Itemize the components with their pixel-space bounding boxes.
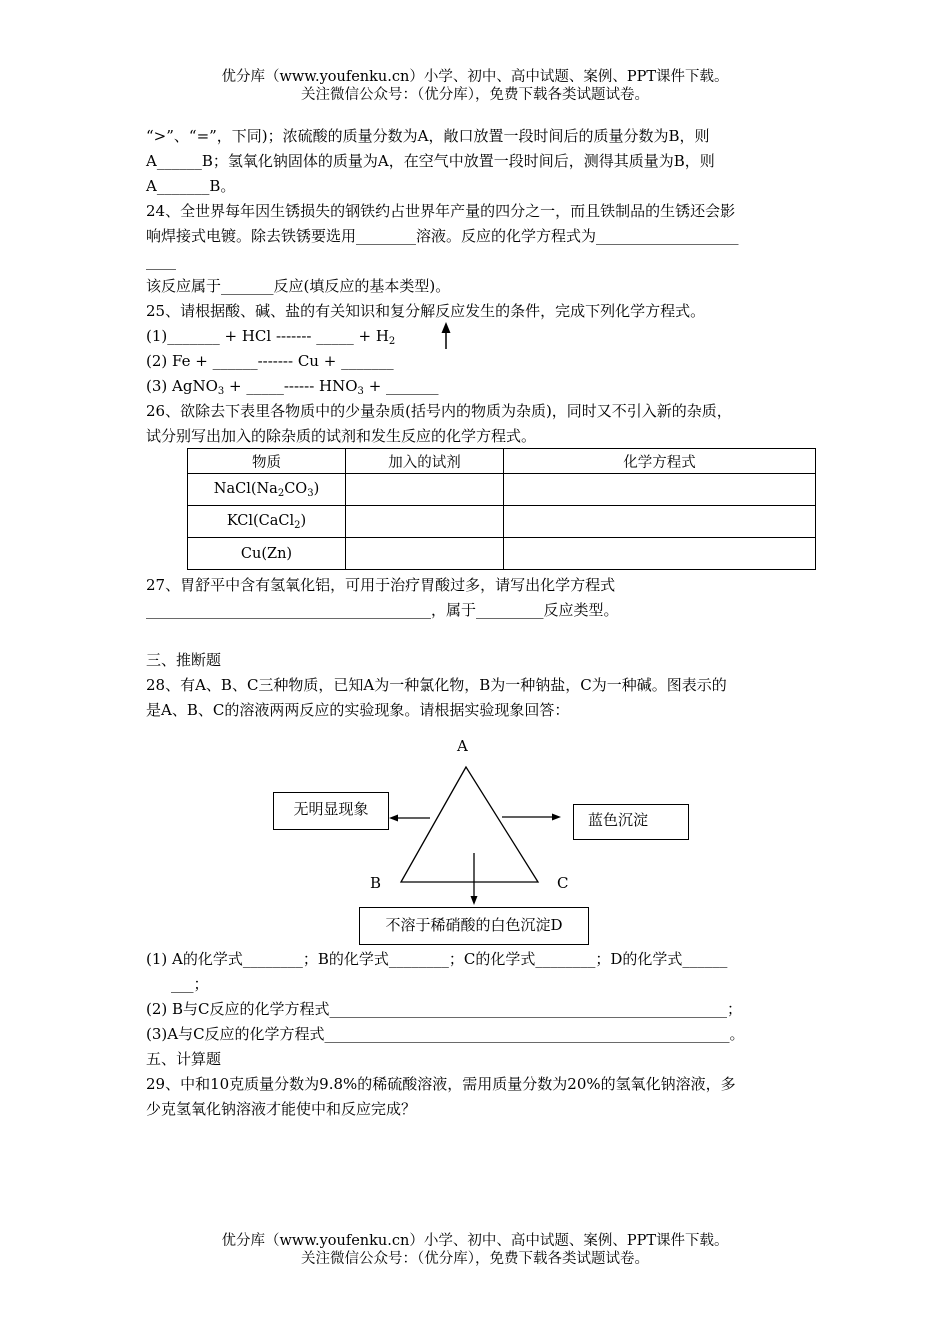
table-header-substance: 物质 [188,449,346,474]
table-cell-substance: $NaCl(Na_2CO_3)$ [188,474,346,506]
table-header-equation: 化学方程式 [504,449,816,474]
arrow-right-icon [552,814,561,821]
vertex-label-b: B [370,874,382,892]
vertex-label-a: A [457,737,468,755]
q28-answer-3: (3)A与C反应的化学方程式______________________________________________________。 [146,1025,745,1043]
table-cell-substance: Cu(Zn) [188,538,346,570]
q27-line1: 27、胃舒平中含有氢氧化铝，可用于治疗胃酸过多，请写出化学方程式 [146,576,616,594]
q25-equation-1: (1)_______ + HCl ------- _____ + $H_2$ [146,327,396,347]
q28-answer-1: (1) A的化学式________；B的化学式________；C的化学式________；D的化学式______ [146,950,728,968]
q24-line2: 响焊接式电镀。除去铁锈要选用________溶液。反应的化学方程式为___________________ [146,227,739,245]
q26-line1: 26、欲除去下表里各物质中的少量杂质(括号内的物质为杂质)，同时又不引入新的杂质， [146,402,732,420]
q28-answer-1-cont: ___； [171,975,209,993]
q28-answer-2: (2) B与C反应的化学方程式_____________________________________________________； [146,1000,743,1018]
section-title-inference: 三、推断题 [146,651,222,669]
page-header-line2: 关注微信公众号：（优分库），免费下载各类试题试卷。 [301,87,649,103]
arrow-down-icon [471,896,478,905]
arrow-left-icon [389,815,398,822]
page-header-line1: 优分库（www.youfenku.cn）小学、初中、高中试题、案例、PPT课件下载。 [221,69,729,85]
q27-line2: ______________________________________，属于_________反应类型。 [146,601,619,619]
vertex-label-c: C [557,874,569,892]
section-title-calculation: 五、计算题 [146,1050,222,1068]
table-cell-substance: KCl(CaCl$_2$) [188,506,346,538]
box-no-phenomenon: 无明显现象 [273,792,389,830]
q25-equation-3: (3) AgNO$_3$ + _____------ $HNO_3$ + _______ [146,377,439,397]
reaction-triangle [401,767,538,882]
q24-line4: 该反应属于_______反应(填反应的基本类型)。 [146,277,451,295]
q23-line1: “>”、“=”，下同)；浓硫酸的质量分数为A，敞口放置一段时间后的质量分数为B，则 [146,127,710,145]
q28-line2: 是A、B、C的溶液两两反应的实验现象。请根据实验现象回答： [146,701,570,719]
q28-line1: 28、有A、B、C三种物质，已知A为一种氯化物，B为一种钠盐，C为一种碱。图表示的 [146,676,727,694]
box-blue-precipitate: 蓝色沉淀 [573,804,689,840]
box-white-precipitate-d: 不溶于稀硝酸的白色沉淀D [359,907,589,945]
q23-line3: A_______B。 [146,177,236,195]
page-footer-line2: 关注微信公众号：（优分库），免费下载各类试题试卷。 [301,1251,649,1267]
q29-line1: 29、中和10克质量分数为9.8%的稀硫酸溶液，需用质量分数为20%的氢氧化钠溶液，多 [146,1075,736,1093]
q24-line1: 24、全世界每年因生锈损失的钢铁约占世界年产量的四分之一，而且铁制品的生锈还会影 [146,202,736,220]
q26-line2: 试分别写出加入的除杂质的试剂和发生反应的化学方程式。 [146,427,537,445]
q23-line2: A______B；氢氧化钠固体的质量为A，在空气中放置一段时间后，测得其质量为B，则 [146,152,715,170]
q25-equation-2: (2) Fe + ______------- Cu + _______ [146,352,394,370]
q29-line2: 少克氢氧化钠溶液才能使中和反应完成？ [146,1100,417,1118]
q24-line3: ____ [146,252,176,270]
table-header-reagent: 加入的试剂 [346,449,504,474]
page-footer-line1: 优分库（www.youfenku.cn）小学、初中、高中试题、案例、PPT课件下载。 [221,1233,729,1249]
q25-intro: 25、请根据酸、碱、盐的有关知识和复分解反应发生的条件，完成下列化学方程式。 [146,302,706,320]
